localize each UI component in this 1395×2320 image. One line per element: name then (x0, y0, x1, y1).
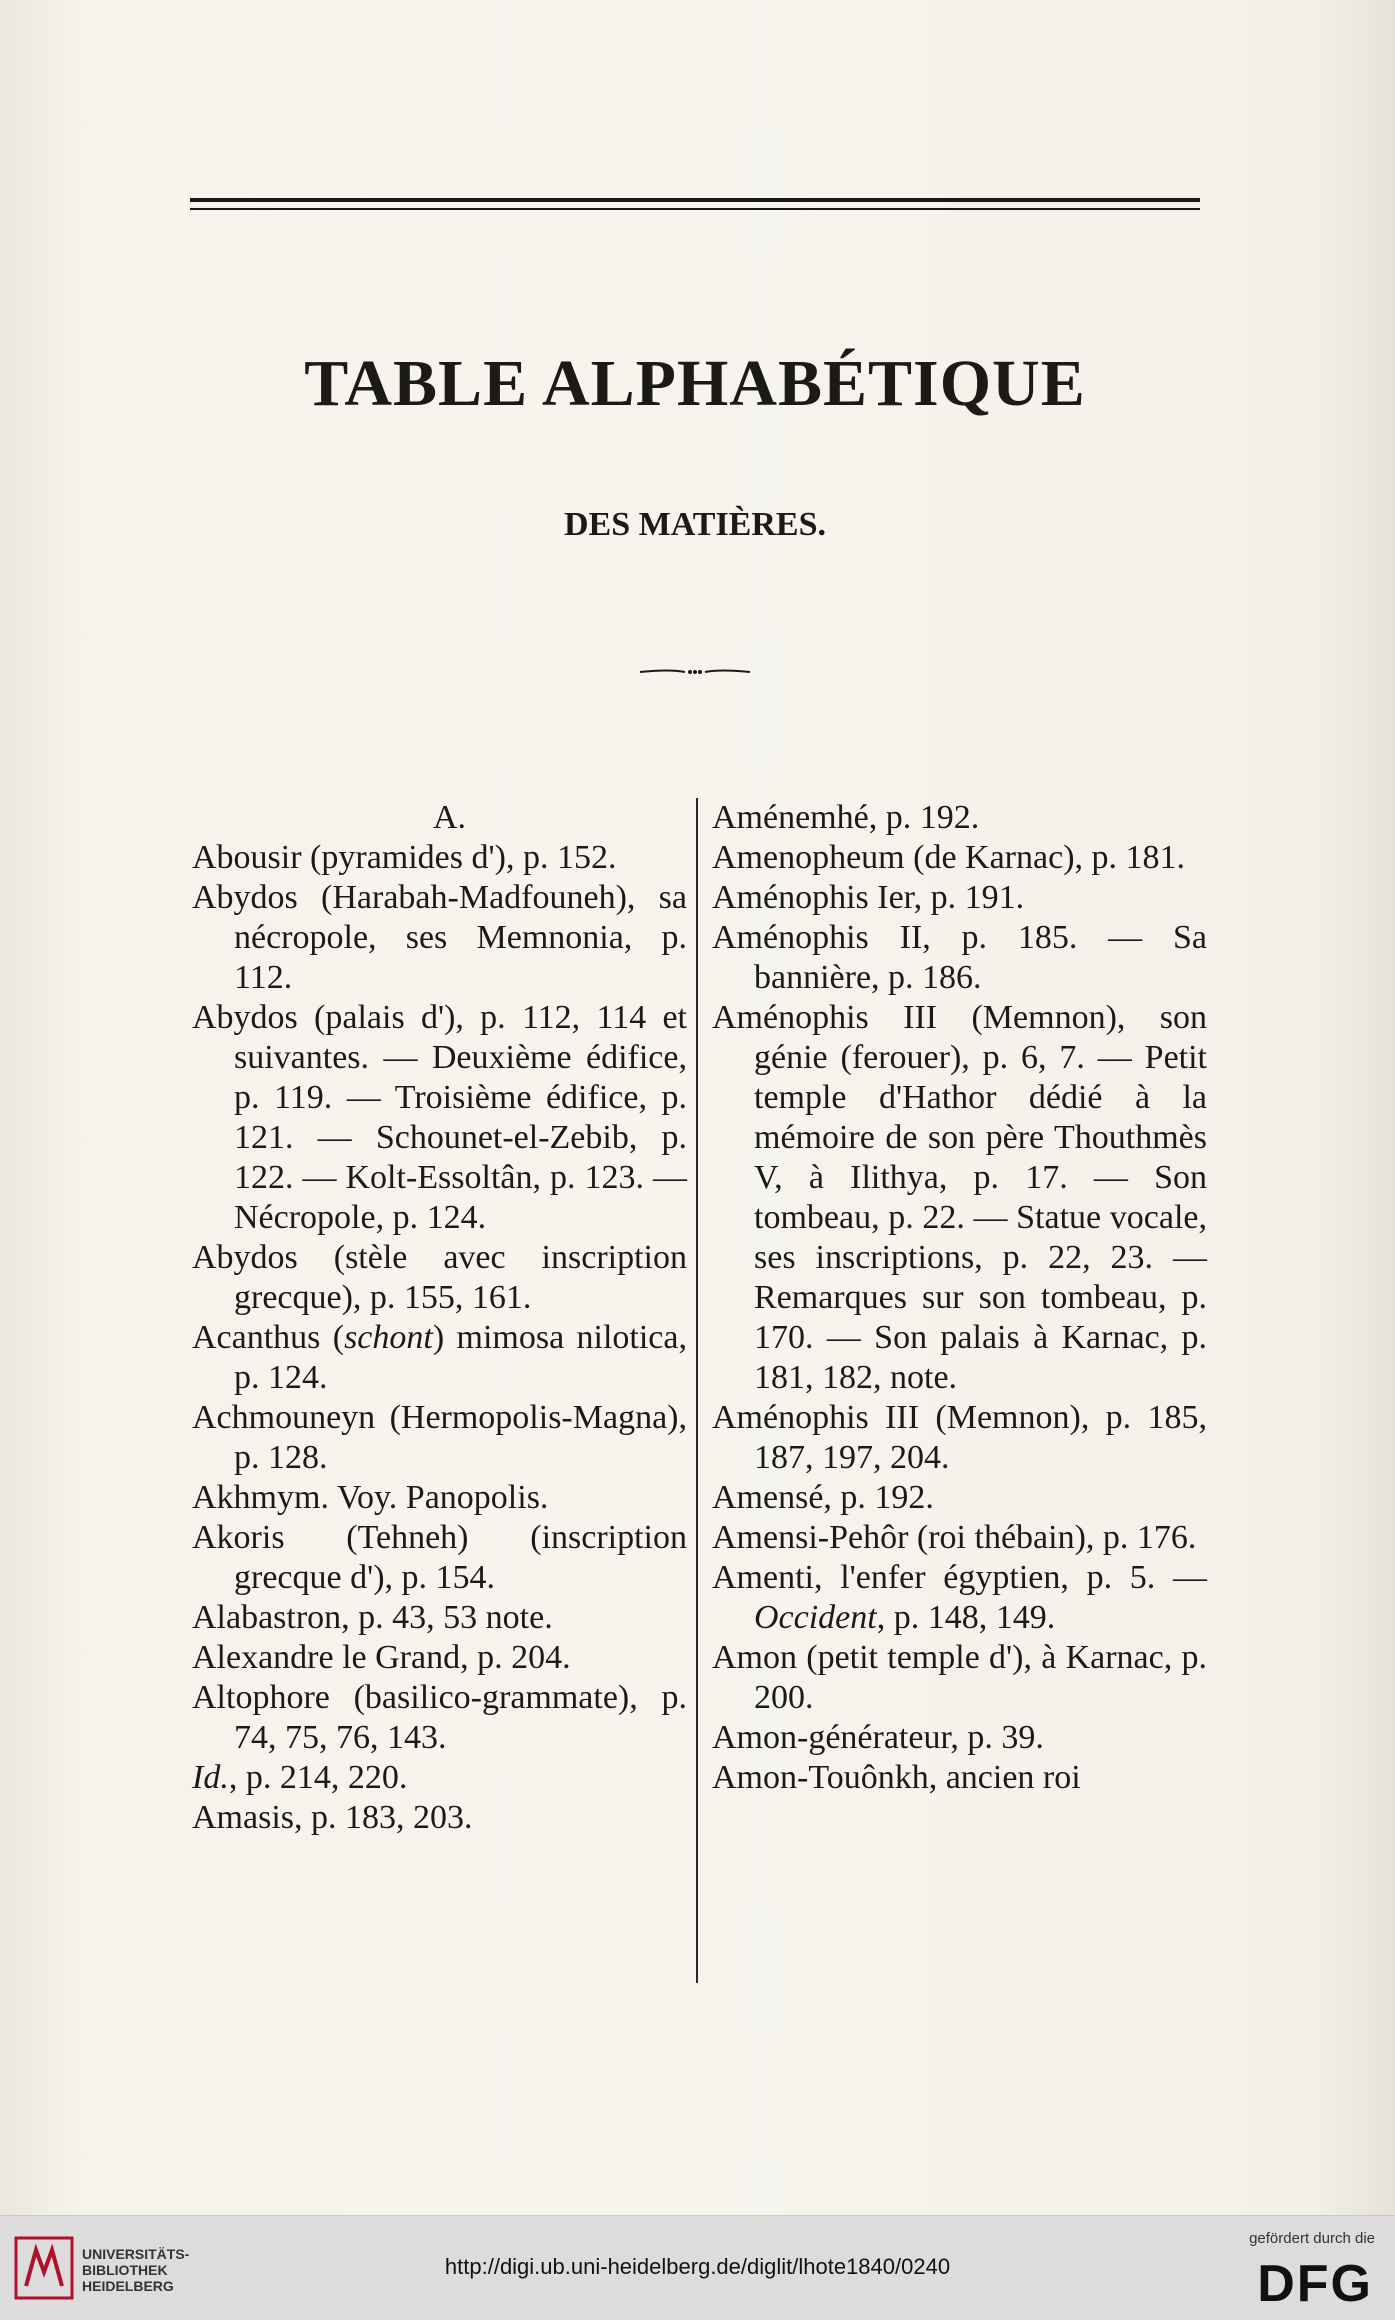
index-entry: Akoris (Tehneh) (inscription grecque d'), p. 154. (192, 1519, 687, 1596)
viewer-footer (0, 2215, 1395, 2320)
index-entry: Amensi-Pehôr (roi thébain), p. 176. (712, 1519, 1197, 1556)
index-entry: Amenopheum (de Karnac), p. 181. (712, 839, 1186, 876)
funding-note: gefördert durch die (1249, 2230, 1375, 2247)
index-entry: Aménophis II, p. 185. — Sa bannière, p. 186. (712, 919, 1207, 996)
section-letter: A. (432, 799, 467, 836)
index-entry: Abydos (Harabah-Madfouneh), sa nécropole, ses Memnonia, p. 112. (192, 879, 687, 996)
index-entry: Akhmym. Voy. Panopolis. (192, 1479, 549, 1516)
index-entry: Alabastron, p. 43, 53 note. (192, 1599, 553, 1636)
index-entry: Amasis, p. 183, 203. (192, 1799, 473, 1836)
index-entry: Aménemhé, p. 192. (712, 799, 980, 836)
permalink-url[interactable]: http://digi.ub.uni-heidelberg.de/diglit/lhote1840/0240 (444, 2254, 951, 2279)
index-entry: Amon-Touônkh, ancien roi (712, 1759, 1081, 1796)
index-entry: Abydos (palais d'), p. 112, 114 et suivantes. — Deuxième édifice, p. 119. — Troisième édifice, p. 121. — Schounet-el-Zebib, p. 122. — Kolt-Essoltân, p. 123. — Nécropole, p. 124. (192, 999, 687, 1236)
library-name: UNIVERSITÄTS-BIBLIOTHEK HEIDELBERG (82, 2246, 190, 2294)
dfg-logo: DFG (1257, 2255, 1373, 2313)
index-entry: Amenti, l'enfer égyptien, p. 5. — Occident, p. 148, 149. (712, 1559, 1207, 1636)
index-entry: Amensé, p. 192. (712, 1479, 934, 1516)
index-entry: Amon (petit temple d'), à Karnac, p. 200. (712, 1639, 1207, 1716)
index-entry: Amon-générateur, p. 39. (712, 1719, 1044, 1756)
ornament-divider-icon (640, 667, 750, 677)
index-entry: Alexandre le Grand, p. 204. (192, 1639, 571, 1676)
column-divider (696, 798, 698, 1983)
page-title: TABLE ALPHABÉTIQUE (304, 347, 1086, 420)
index-entry: Acanthus (schont) mimosa nilotica, p. 124. (192, 1319, 687, 1396)
index-entry: Achmouneyn (Hermopolis-Magna), p. 128. (192, 1399, 687, 1476)
index-entry: Aménophis III (Memnon), p. 185, 187, 197, 204. (712, 1399, 1207, 1476)
index-entry: Aménophis Ier, p. 191. (712, 879, 1025, 916)
index-entry: Abydos (stèle avec inscription grecque), p. 155, 161. (192, 1239, 687, 1316)
index-column-left (192, 798, 687, 1838)
top-rule-thin (190, 208, 1200, 210)
index-column-right (712, 798, 1207, 1798)
page-subtitle: DES MATIÈRES. (564, 506, 826, 543)
index-entry: Id., p. 214, 220. (192, 1759, 408, 1796)
index-entry: Aménophis III (Memnon), son génie (ferouer), p. 6, 7. — Petit temple d'Hathor dédié à la mémoire de son père Thouthmès V, à Ilithya, p. 17. — Son tombeau, p. 22. — Statue vocale, ses inscriptions, p. 22, 23. — Remarques sur son tombeau, p. 170. — Son palais à Karnac, p. 181, 182, note. (712, 999, 1207, 1396)
index-entry: Abousir (pyramides d'), p. 152. (192, 839, 617, 876)
top-rule-thick (190, 198, 1200, 202)
index-entry: Altophore (basilico-grammate), p. 74, 75, 76, 143. (192, 1679, 687, 1756)
